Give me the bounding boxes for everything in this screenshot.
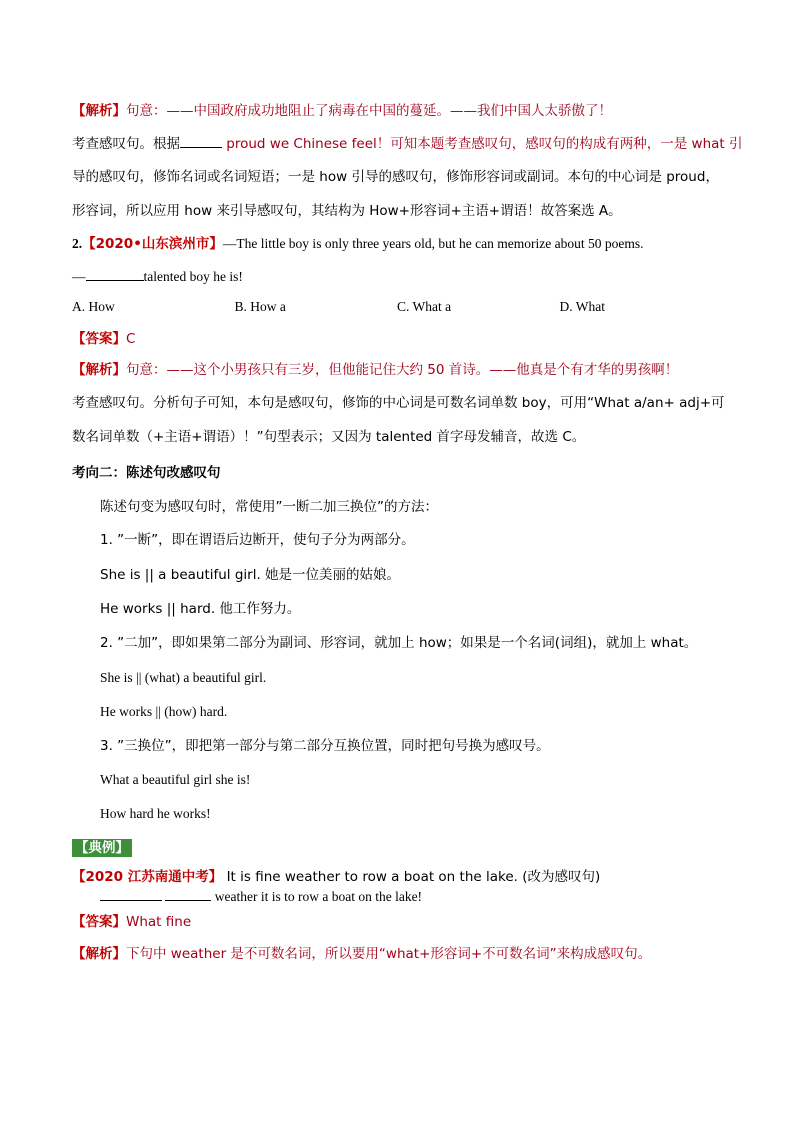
answer-blank-1 — [100, 886, 162, 901]
answer-blank — [86, 266, 144, 281]
option-d: D. What — [559, 299, 605, 314]
example-3a: What a beautiful girl she is! — [100, 772, 251, 787]
q1-analysis-line-2: 导的感叹句，修饰名词或名词短语；一是 how 引导的感叹句，修饰形容词或副词。本句的中心词是 proud， — [72, 169, 719, 185]
option-b: B. How a — [234, 299, 286, 314]
answer-label: 【答案】 — [72, 331, 126, 347]
example-blank-line — [100, 886, 722, 907]
q2-translation-line — [72, 360, 722, 380]
example-2a: She is || (what) a beautiful girl. — [100, 670, 267, 685]
question-stem: —The little boy is only three years old, but he can memorize about 50 poems. — [222, 236, 644, 251]
section-intro: 陈述句变为感叹句时，常使用”一断二加三换位”的方法： — [100, 499, 438, 515]
answer-value: C — [126, 331, 136, 347]
example-3b: How hard he works! — [100, 806, 211, 821]
question-number: 2. — [72, 236, 83, 251]
section-heading: 考向二：陈述句改感叹句 — [72, 465, 221, 481]
question-text: weather it is to row a boat on the lake! — [211, 889, 423, 904]
step-2: 2. ”二加”，即如果第二部分为副词、形容词，就加上 how；如果是一个名词(词组)，就加上 what。 — [100, 635, 698, 651]
example-1b: He works || hard. 他工作努力。 — [100, 601, 301, 617]
analysis-label: 【解析】 — [72, 103, 126, 119]
option-c: C. What a — [397, 299, 452, 314]
example-stem-line — [72, 867, 722, 887]
q1-analysis-line-3: 形容词，所以应用 how 来引导感叹句，其结构为 How+形容词+主语+谓语！故答案选 A。 — [72, 203, 622, 219]
step-3: 3. ”三换位”，即把第一部分与第二部分互换位置，同时把句号换为感叹号。 — [100, 738, 550, 754]
analysis-label: 【解析】 — [72, 946, 126, 962]
q2-analysis-line-2: 数名词单数（+主语+谓语）！”句型表示；又因为 talented 首字母发辅音，故选 C。 — [72, 429, 586, 445]
dash: — — [72, 269, 86, 284]
q1-analysis-text: 考查感叹句。根据 — [72, 136, 180, 152]
answer-blank — [180, 133, 222, 148]
example-2b: He works || (how) hard. — [100, 704, 228, 719]
q1-translation-line — [72, 101, 722, 121]
example-tag-line — [72, 838, 722, 858]
analysis-label: 【解析】 — [72, 362, 126, 378]
question-text: talented boy he is! — [143, 269, 243, 284]
example-analysis: 下句中 weather 是不可数名词，所以要用“what+形容词+不可数名词”来构成感叹句。 — [126, 946, 652, 962]
option-a: A. How — [72, 299, 115, 314]
q1-analysis-line-1 — [72, 133, 743, 154]
q2-options — [72, 297, 722, 317]
q2-blank-line — [72, 266, 722, 287]
q2-stem-line — [72, 234, 722, 254]
example-analysis-line — [72, 944, 722, 964]
question-source: 【2020•山东滨州市】 — [82, 236, 223, 252]
example-1a: She is || a beautiful girl. 她是一位美丽的姑娘。 — [100, 567, 401, 583]
q2-answer-line — [72, 329, 722, 349]
step-1: 1. ”一断”，即在谓语后边断开，使句子分为两部分。 — [100, 532, 415, 548]
question-source: 【2020 江苏南通中考】 — [72, 869, 223, 885]
answer-label: 【答案】 — [72, 914, 126, 930]
example-answer-line — [72, 912, 722, 932]
q1-analysis-text: proud we Chinese feel！可知本题考查感叹句，感叹句的构成有两种，一是 what 引 — [222, 136, 743, 152]
q1-translation: 句意：——中国政府成功地阻止了病毒在中国的蔓延。——我们中国人太骄傲了！ — [126, 103, 612, 119]
answer-value: What fine — [126, 914, 192, 930]
answer-blank-2 — [165, 886, 211, 901]
q2-analysis-line-1: 考查感叹句。分析句子可知，本句是感叹句，修饰的中心词是可数名词单数 boy，可用“What a/an+ adj+可 — [72, 395, 725, 411]
q2-translation: 句意：——这个小男孩只有三岁，但他能记住大约 50 首诗。——他真是个有才华的男孩啊！ — [126, 362, 679, 378]
example-tag: 【典例】 — [72, 839, 132, 857]
question-stem: It is fine weather to row a boat on the lake. (改为感叹句) — [222, 869, 601, 885]
